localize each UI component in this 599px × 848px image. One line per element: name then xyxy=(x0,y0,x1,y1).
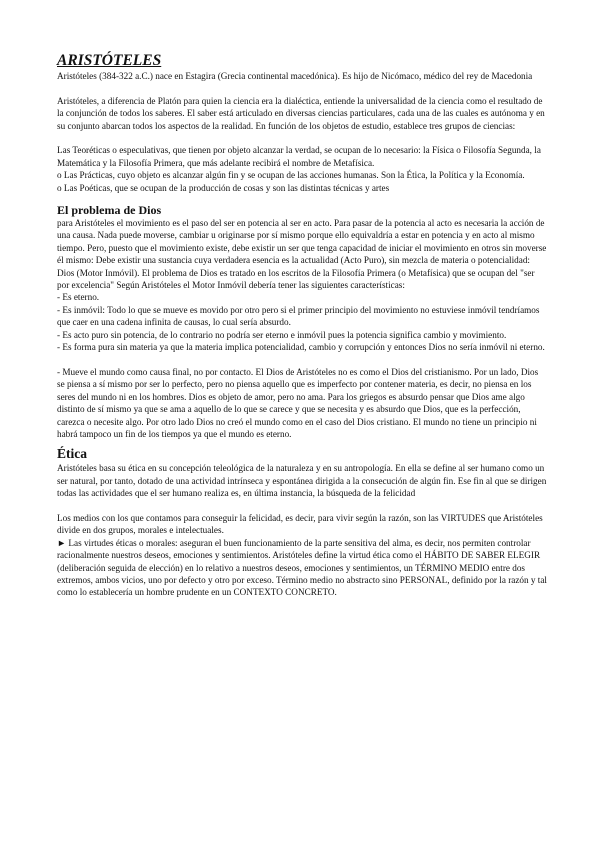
science-group-item: o Las Poéticas, que se ocupan de la producción de cosas y son las distintas técnicas y artes xyxy=(57,182,390,193)
science-group-item: Las Teoréticas o especulativas, que tienen por objeto alcanzar la verdad, se ocupan de lo necesario: la Física o Filosofía Segunda, la Matemática y la Filosofía Primera, que más adelante recibirá el nombre de Metafísica. xyxy=(57,145,541,168)
document-title: ARISTÓTELES xyxy=(57,52,162,69)
section-heading-problema-dios: El problema de Dios xyxy=(57,203,162,218)
characteristic-item: - Es acto puro sin potencia, de lo contrario no podría ser eterno e inmóvil pues la potencia significa cambio y movimiento. xyxy=(57,329,507,340)
characteristic-item: - Es forma pura sin materia ya que la materia implica potencialidad, cambio y corrupción y entonces Dios no sería inmóvil ni eterno. xyxy=(57,342,545,353)
characteristic-item: - Es eterno. xyxy=(57,292,100,303)
etica-virtues-paragraph: ► Las virtudes éticas o morales: aseguran el buen funcionamiento de la parte sensitiva del alma, es decir, nos permiten controlar racionalmente nuestros deseos, emociones y sentimientos. Aristóteles define la virtud ética como el HÁBITO DE SABER ELEGIR (deliberación seguida de elección) en lo relativo a nuestros deseos, emociones y sentimientos, un TÉRMINO MEDIO entre dos extremos, ambos vicios, uno por defecto y otro por exceso. Término medio no abstracto sino PERSONAL, definido por la razón y tal como lo establecería un hombre prudente en un CONTEXTO CONCRETO. xyxy=(57,537,547,598)
etica-paragraph: Los medios con los que contamos para conseguir la felicidad, es decir, para vivir según la razón, son las VIRTUDES que Aristóteles divide en dos grupos, morales e intelectuales. xyxy=(57,512,543,536)
section-heading-etica: Ética xyxy=(57,446,87,462)
problema-dios-closing: - Mueve el mundo como causa final, no por contacto. El Dios de Aristóteles no es como el Dios del cristianismo. Por un lado, Dios se piensa a sí mismo por ser lo perfecto, pero no piensa aquello que es imperfecto por contener materia, es decir, no piensa en los seres del mundo ni en los hombres. Dios es objeto de amor, pero no ama. Para los griegos es absurdo pensar que Dios ame algo distinto de sí mismo ya que se ama a aquello de lo que se carece y que se necesita y es absurdo que Dios, que es la perfección, carezca o necesite algo. Por otro lado Dios no creó el mundo como en el caso del Dios cristiano. El mundo no tiene un principio ni habrá tampoco un fin de los tiempos ya que el mundo es eterno. xyxy=(57,366,539,439)
intro-paragraph: Aristóteles (384-322 a.C.) nace en Estagira (Grecia continental macedónica). Es hijo de Nicómaco, médico del rey de Macedonia xyxy=(57,71,533,81)
problema-dios-paragraph: para Aristóteles el movimiento es el paso del ser en potencia al ser en acto. Para pasar de la potencia al acto es necesaria la acción de una causa. Nada puede moverse, cambiar u originarse por sí mismo porque ello equivaldría a estar en potencia y en acto al mismo tiempo. Pero, puesto que el movimiento existe, debe existir un ser que tenga capacidad de iniciar el movimiento en otros sin moverse él mismo: Debe existir una sustancia cuya verdadera esencia es la actualidad (Acto Puro), sin mezcla de materia o potencialidad: Dios (Motor Inmóvil). El problema de Dios es tratado en los escritos de la Filosofía Primera (o Metafísica) que se ocupan del "ser por excelencia" Según Aristóteles el Motor Inmóvil debería tener las siguientes características: xyxy=(57,218,547,291)
intro-paragraph: Aristóteles, a diferencia de Platón para quien la ciencia era la dialéctica, entiende la universalidad de la ciencia como el resultado de la conjunción de todos los saberes. El saber está articulado en diversas ciencias particulares, cada una de las cuales es autónoma y en su conjunto abarcan todos los aspectos de la realidad. En función de los objetos de estudio, establece tres grupos de ciencias: xyxy=(57,95,545,131)
document-body xyxy=(57,52,547,599)
science-group-item: o Las Prácticas, cuyo objeto es alcanzar algún fin y se ocupan de las acciones humanas. Son la Ética, la Política y la Economía. xyxy=(57,170,525,181)
characteristic-item: - Es inmóvil: Todo lo que se mueve es movido por otro pero si el primer principio del movimiento no estuviese inmóvil tendríamos que caer en una cadena infinita de causas, lo cual sería absurdo. xyxy=(57,304,540,328)
etica-paragraph: Aristóteles basa su ética en su concepción teleológica de la naturaleza y en su antropología. En ella se define al ser humano como un ser natural, por tanto, dotado de una actividad intrínseca y espontánea dirigida a la consecución de algún fin. Ese fin al que se dirigen todas las actividades que el ser humano realiza es, en última instancia, la búsqueda de la felicidad xyxy=(57,463,547,499)
